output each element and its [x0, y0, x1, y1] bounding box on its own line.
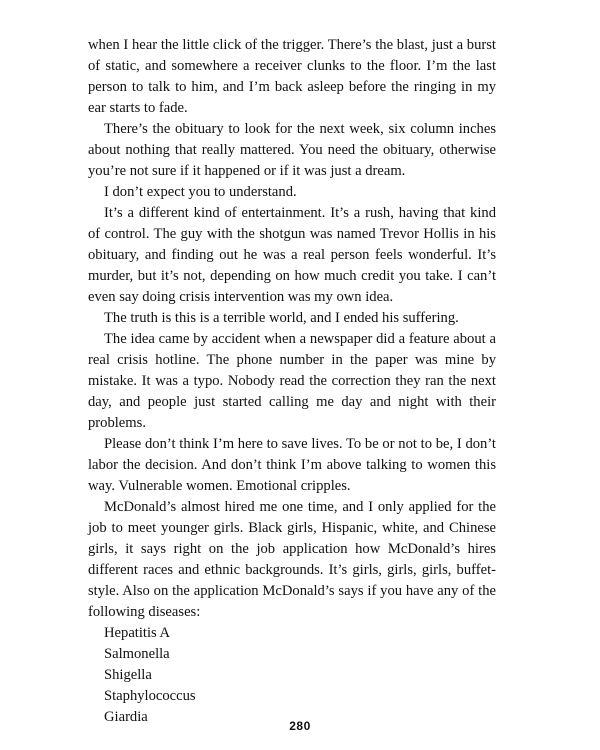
paragraph-3: I don’t expect you to understand. — [104, 184, 297, 200]
paragraph-1: when I hear the little click of the trigger. There’s the blast, just a burst of static, and somewhere a receiver clunks to the floor. I’m the last person to talk to him, and I’m back asleep before the ringing in my ear starts to fade. — [88, 37, 496, 116]
disease-item: Salmonella — [104, 646, 170, 662]
paragraph-4: It’s a different kind of entertainment. It’s a rush, having that kind of control. The guy with the shotgun was named Trevor Hollis in his obituary, and finding out he was a real person feels wonderful. It’s murder, but it’s not, depending on how much credit you take. I can’t even say doing crisis intervention was my own idea. — [88, 205, 496, 305]
paragraph-2: There’s the obituary to look for the next week, six column inches about nothing that really mattered. You need the obituary, otherwise you’re not sure if it happened or if it was just a dream. — [88, 121, 496, 179]
paragraph-6: The idea came by accident when a newspaper did a feature about a real crisis hotline. The phone number in the paper was mine by mistake. It was a typo. Nobody read the correction they ran the next day, and people just started calling me day and night with their problems. — [88, 331, 496, 431]
paragraph-7: Please don’t think I’m here to save lives. To be or not to be, I don’t labor the decision. And don’t think I’m above talking to women this way. Vulnerable women. Emotional cripples. — [88, 436, 496, 494]
page-text-block — [88, 35, 496, 728]
paragraph-8: McDonald’s almost hired me one time, and I only applied for the job to meet younger girls. Black girls, Hispanic, white, and Chinese girls, it says right on the job application how McDonald’s hires different races and ethnic backgrounds. It’s girls, girls, girls, buffet-style. Also on the application McDonald’s says if you have any of the following diseases: — [88, 499, 496, 620]
disease-item: Hepatitis A — [104, 625, 171, 641]
page-number: 280 — [289, 719, 311, 733]
disease-item: Staphylococcus — [104, 688, 196, 704]
paragraph-5: The truth is this is a terrible world, and I ended his suffering. — [104, 310, 459, 326]
disease-item: Shigella — [104, 667, 152, 683]
disease-item: Giardia — [104, 709, 148, 725]
disease-list — [88, 623, 496, 728]
